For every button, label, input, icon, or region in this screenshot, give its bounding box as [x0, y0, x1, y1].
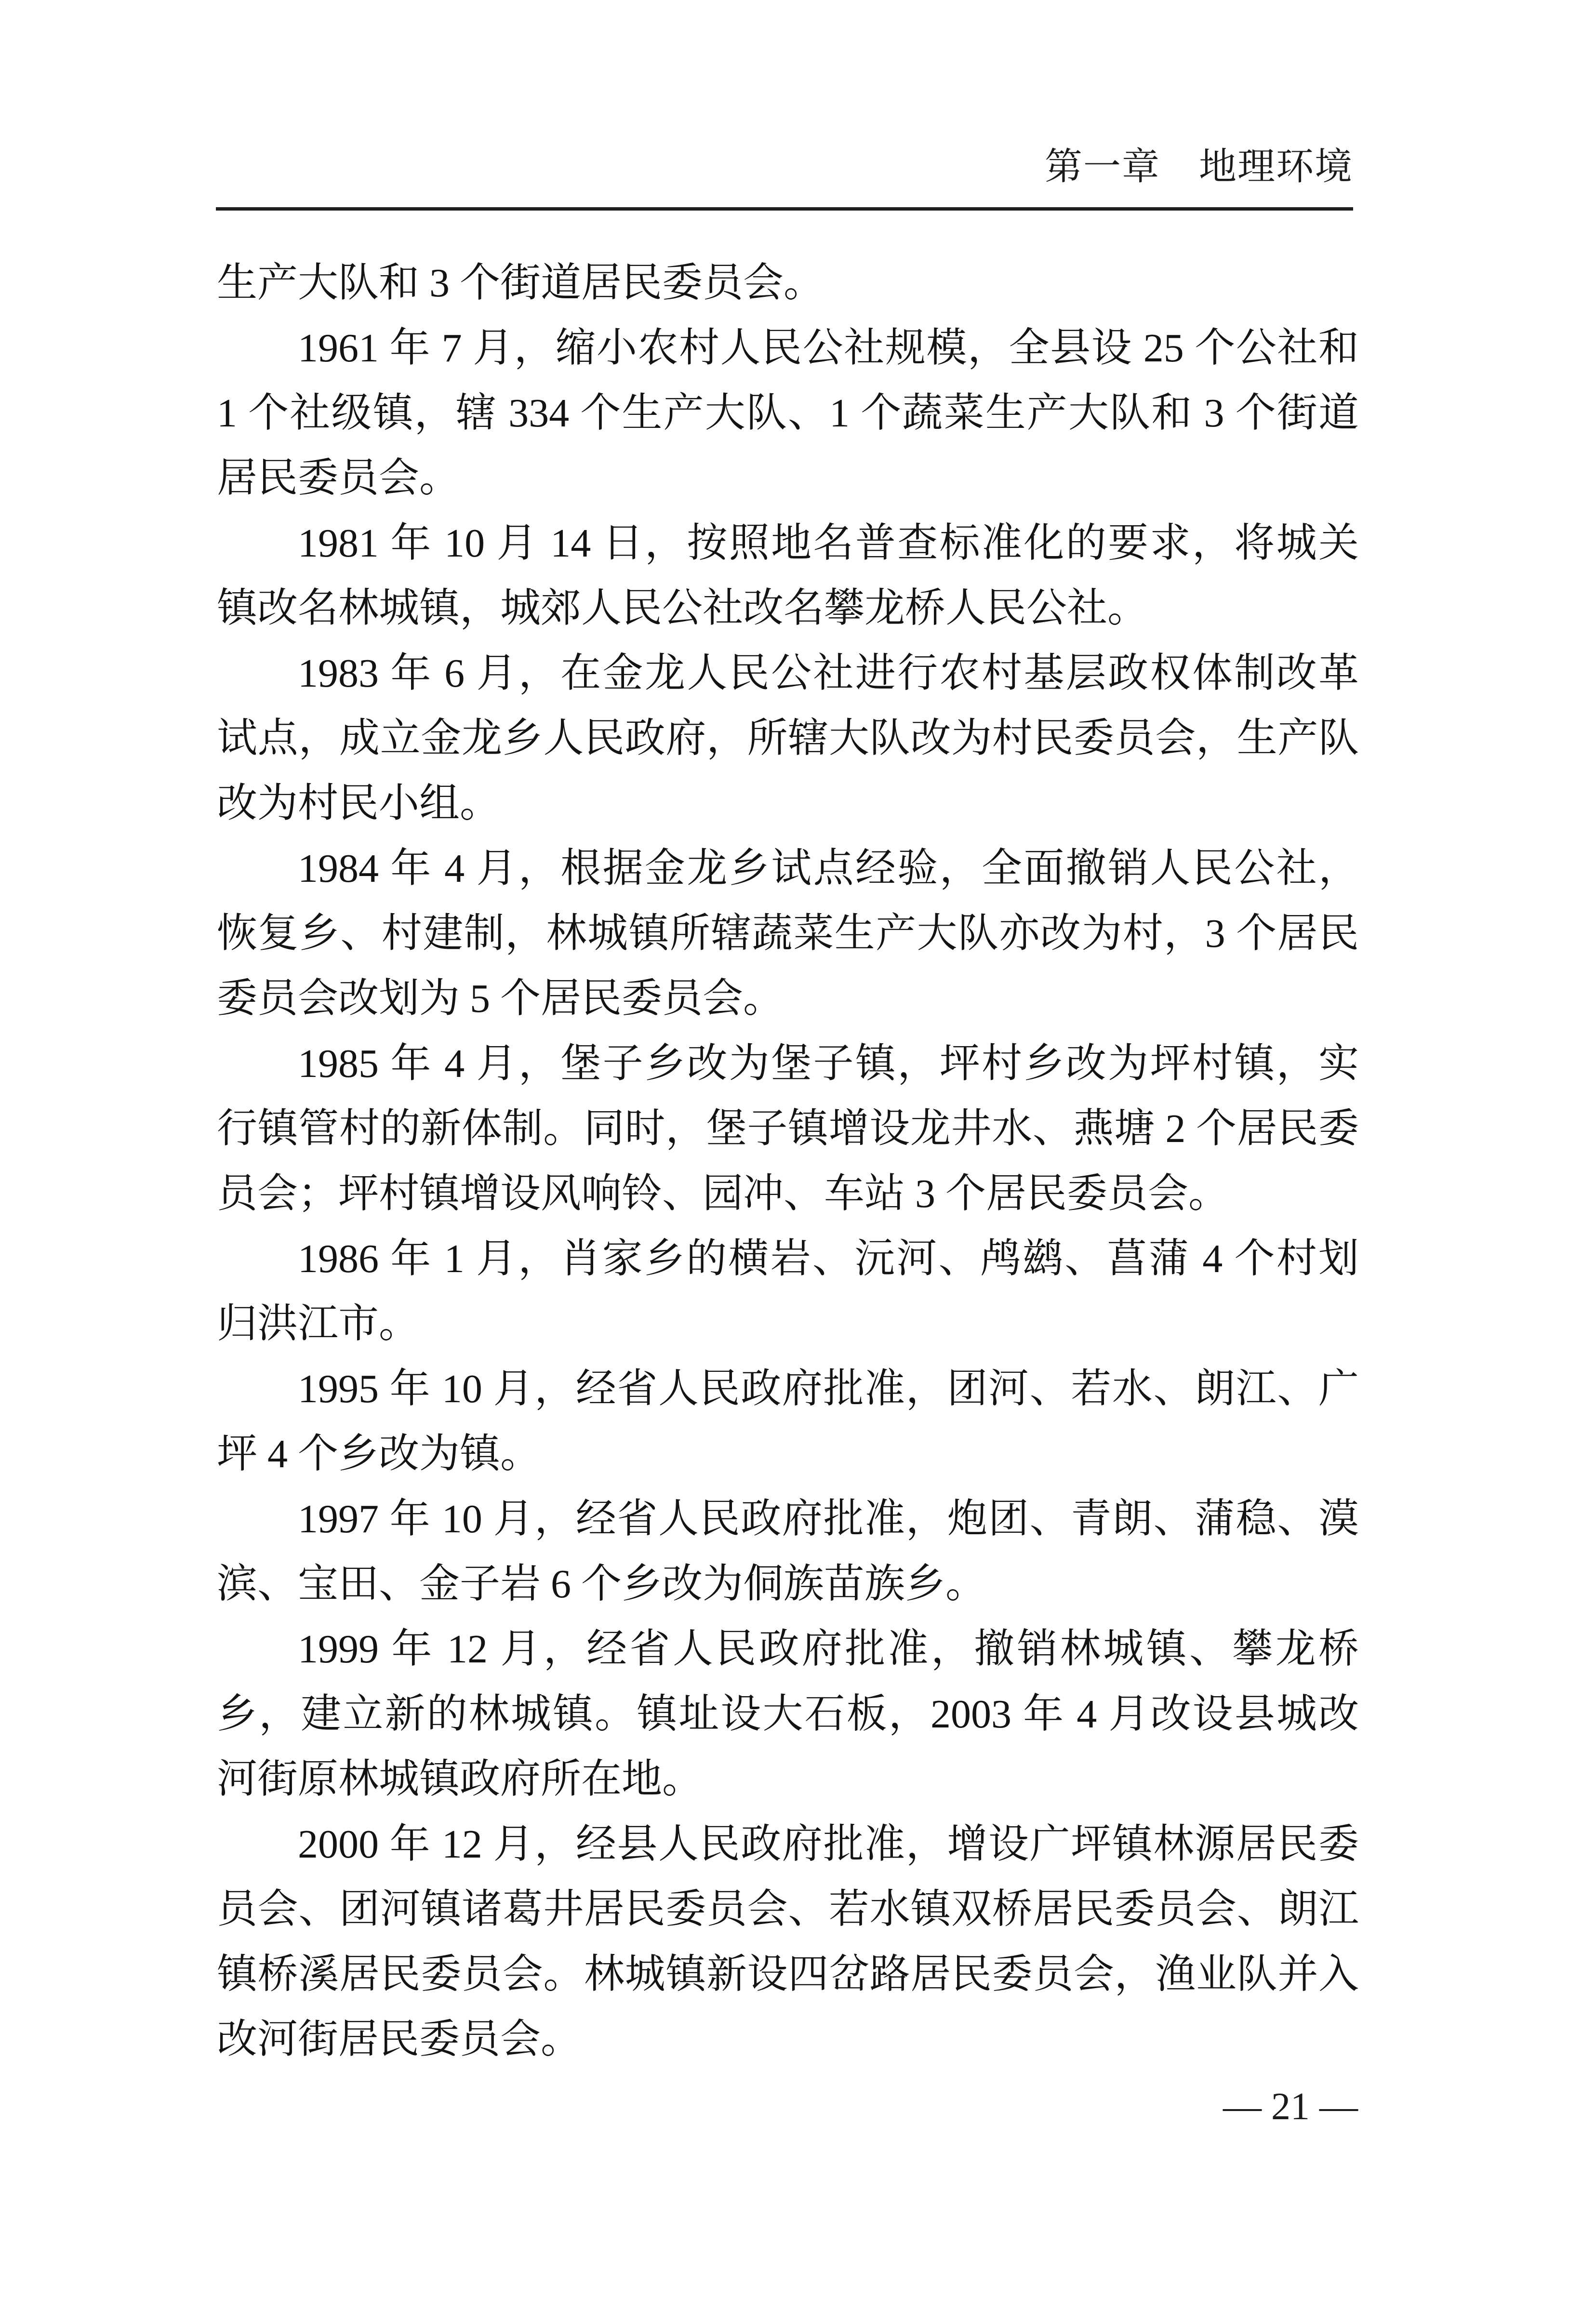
paragraph: 1986 年 1 月，肖家乡的横岩、沅河、鸬鹚、菖蒲 4 个村划归洪江市。	[217, 1236, 1359, 1346]
paragraph: 生产大队和 3 个街道居民委员会。	[217, 261, 824, 305]
paragraph: 1997 年 10 月，经省人民政府批准，炮团、青朗、蒲稳、漠滨、宝田、金子岩 6 个乡改为侗族苗族乡。	[217, 1497, 1359, 1607]
paragraph: 1985 年 4 月，堡子乡改为堡子镇，坪村乡改为坪村镇，实行镇管村的新体制。同时，堡子镇增设龙井水、燕塘 2 个居民委员会；坪村镇增设风响铃、园冲、车站 3 个居民委员会。	[217, 1041, 1359, 1216]
page-number: — 21 —	[1223, 2085, 1358, 2128]
chapter-running-header: 第一章 地理环境	[1044, 146, 1353, 187]
paragraph: 1999 年 12 月，经省人民政府批准，撤销林城镇、攀龙桥乡，建立新的林城镇。镇址设大石板，2003 年 4 月改设县城改河街原林城镇政府所在地。	[217, 1627, 1359, 1802]
paragraph: 1984 年 4 月，根据金龙乡试点经验，全面撤销人民公社，恢复乡、村建制，林城镇所辖蔬菜生产大队亦改为村，3 个居民委员会改划为 5 个居民委员会。	[217, 846, 1359, 1021]
paragraph: 1981 年 10 月 14 日，按照地名普查标准化的要求，将城关镇改名林城镇，城郊人民公社改名攀龙桥人民公社。	[217, 521, 1359, 631]
paragraph: 2000 年 12 月，经县人民政府批准，增设广坪镇林源居民委员会、团河镇诸葛井居民委员会、若水镇双桥居民委员会、朗江镇桥溪居民委员会。林城镇新设四岔路居民委员会，渔业队并入改河街居民委员会。	[217, 1822, 1359, 2062]
header-rule	[216, 207, 1353, 211]
paragraph: 1983 年 6 月，在金龙人民公社进行农村基层政权体制改革试点，成立金龙乡人民政府，所辖大队改为村民委员会，生产队改为村民小组。	[217, 651, 1359, 826]
body-text	[217, 251, 1359, 2072]
paragraph: 1961 年 7 月，缩小农村人民公社规模，全县设 25 个公社和 1 个社级镇，辖 334 个生产大队、1 个蔬菜生产大队和 3 个街道居民委员会。	[217, 326, 1359, 501]
paragraph: 1995 年 10 月，经省人民政府批准，团河、若水、朗江、广坪 4 个乡改为镇。	[217, 1367, 1359, 1476]
